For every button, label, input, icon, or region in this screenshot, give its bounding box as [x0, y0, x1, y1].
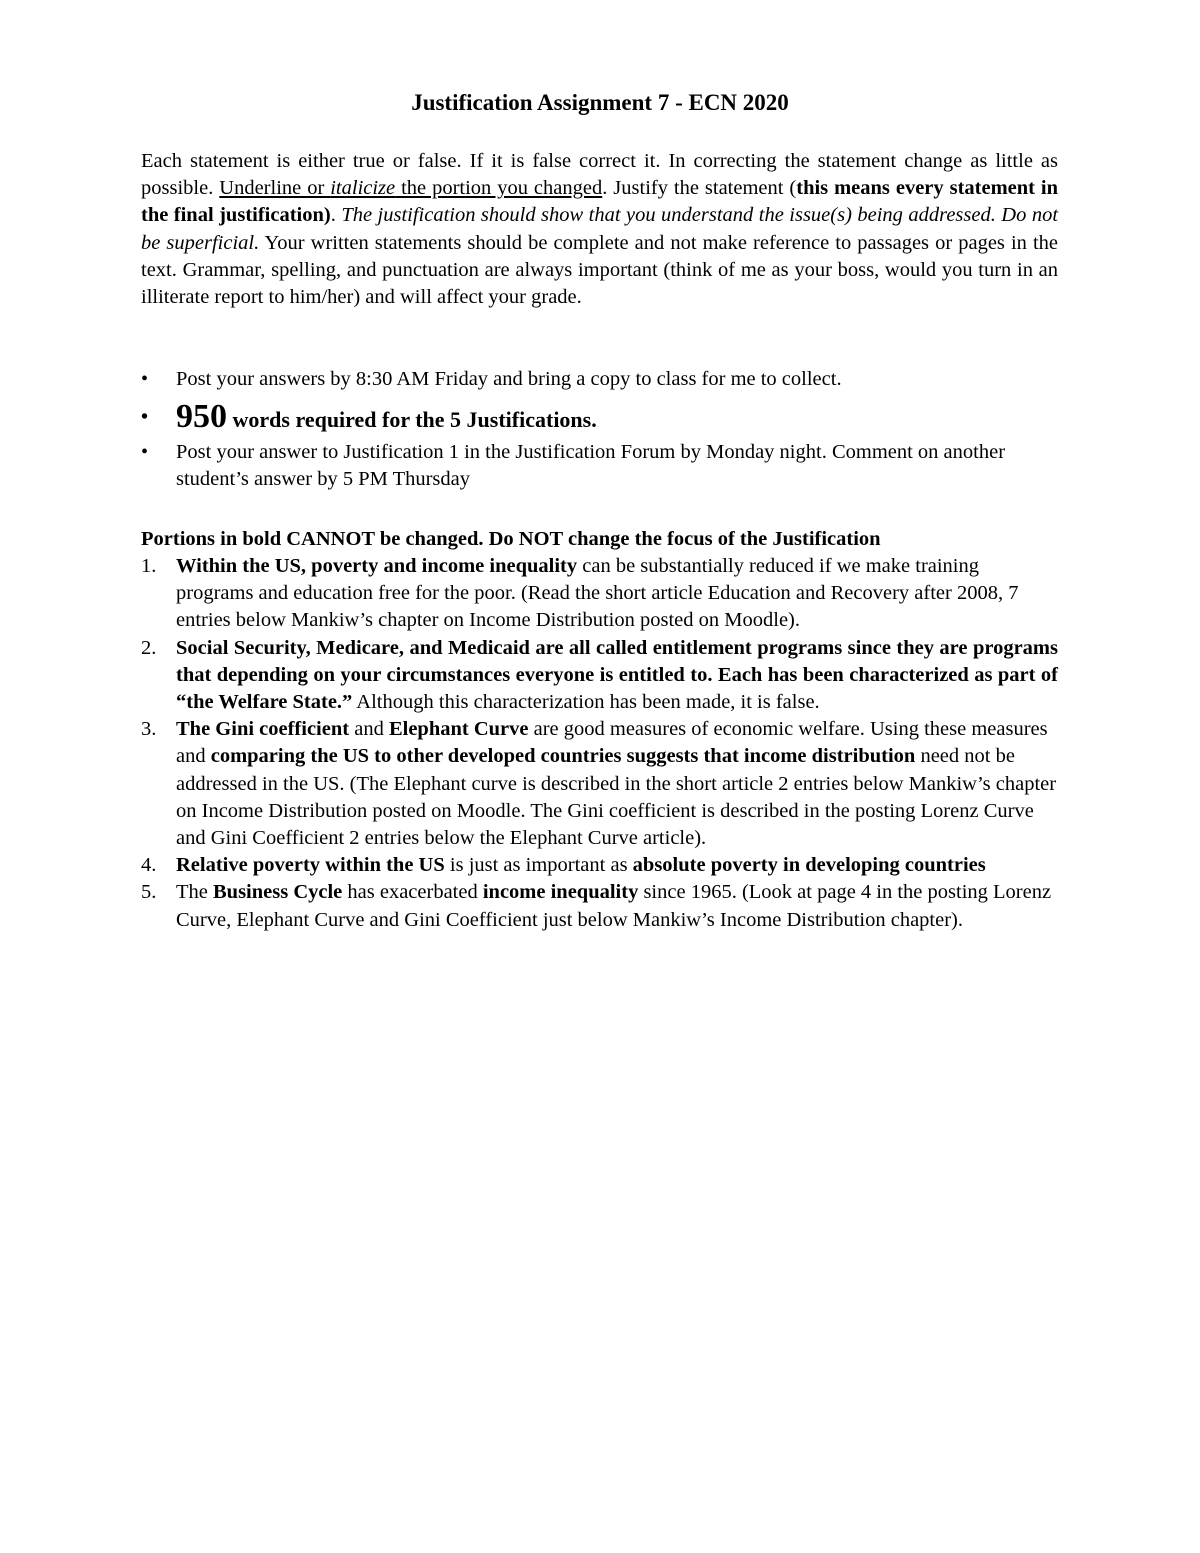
item-text: since 1965. (Look at page 4 in the posting Lorenz Curve, Elephant Curve and Gini Coefficient just below Mankiw’s Income Distribution chapter). [176, 881, 1052, 931]
item-number: 4. [141, 854, 157, 877]
item-text: need not be addressed in the US. (The Elephant curve is described in the short article 2 entries below Mankiw’s chapter on Income Distribution posted on Moodle. The Gini coefficient is described in the posting Lorenz Curve and Gini Coefficient 2 entries below the Elephant Curve article). [176, 745, 1057, 850]
list-item-text: words required for the 5 Justifications. [227, 407, 597, 433]
instructions-text: Each statement is either true or false. If it is false correct it. In correcting the statement change as little as possible. [141, 150, 1058, 200]
item-number: 1. [141, 555, 157, 577]
item-text: has exacerbated [342, 881, 483, 904]
page-title: Justification Assignment 7 - ECN 2020 [411, 90, 789, 115]
instructions-text: Your written statements should be complete and not make reference to passages or pages in the text. Grammar, spelling, and punctuation are always important (think of me as your boss, would you turn in an illiterate report to him/her) and will affect your grade. [141, 231, 1058, 309]
underline-instruction [219, 177, 602, 199]
bullet-icon: • [141, 406, 149, 429]
justification-list [141, 553, 1058, 934]
bold-text: The Gini coefficient [176, 718, 350, 741]
italicize-text: italicize [330, 177, 396, 200]
list-item-text: Post your answer to Justification 1 in the Justification Forum by Monday night. Comment on another student’s answer by 5 PM Thursday [176, 441, 1006, 491]
bold-text: income inequality [482, 881, 639, 904]
bold-text: Social Security, Medicare, and Medicaid are all called entitlement programs since they are programs that depending on your circumstances everyone is entitled to. Each has been characterized as part of “the Welfare State.” [176, 636, 1058, 714]
item-text: and [349, 718, 389, 741]
item-text: Although this characterization has been made, it is false. [352, 691, 820, 714]
list-item-text: Post your answers by 8:30 AM Friday and bring a copy to class for me to collect. [176, 368, 842, 390]
bold-text: Within the US, poverty and income inequality [176, 555, 578, 577]
list-item [141, 439, 1058, 493]
justification-item [141, 852, 1058, 879]
bold-text: absolute poverty in developing countries [632, 854, 986, 877]
item-text: are good measures of economic welfare. Using these measures and [176, 718, 1048, 768]
instructions-text: . Justify the statement ( [602, 177, 797, 200]
item-text: The [176, 881, 213, 904]
portion-changed-text: the portion you changed [395, 177, 603, 200]
bold-instruction: this means every statement in the final justification) [141, 177, 1059, 227]
instructions-paragraph [141, 148, 1058, 311]
item-text: is just as important as [444, 854, 633, 877]
item-number: 3. [141, 718, 157, 741]
justification-item [141, 879, 1058, 933]
word-count: 950 [176, 398, 227, 436]
italic-instruction: The justification should show that you understand the issue(s) being addressed. Do not be superficial. [141, 204, 1059, 254]
portions-heading: Portions in bold CANNOT be changed. Do NOT change the focus of the Justification [141, 528, 881, 550]
justification-item [141, 716, 1058, 852]
item-text: can be substantially reduced if we make training programs and education free for the poor. (Read the short article Education and Recovery after 2008, 7 entries below Mankiw’s chapter on Income Distribution posted on Moodle). [176, 555, 1019, 632]
item-number: 2. [141, 636, 157, 659]
requirements-list [141, 366, 1058, 494]
list-item [141, 398, 1058, 436]
justification-item [141, 553, 1058, 635]
underline-text: Underline or [219, 177, 331, 200]
bold-text: Elephant Curve [388, 718, 529, 741]
item-number: 5. [141, 881, 157, 904]
bold-text: Relative poverty within the US [176, 854, 445, 877]
bullet-icon: • [141, 368, 149, 390]
bullet-icon: • [141, 441, 149, 464]
list-item [141, 366, 1058, 393]
bold-text: Business Cycle [213, 881, 343, 904]
justification-item [141, 635, 1058, 717]
bold-text: comparing the US to other developed countries suggests that income distribution [210, 745, 916, 768]
instructions-text: . [330, 204, 342, 227]
